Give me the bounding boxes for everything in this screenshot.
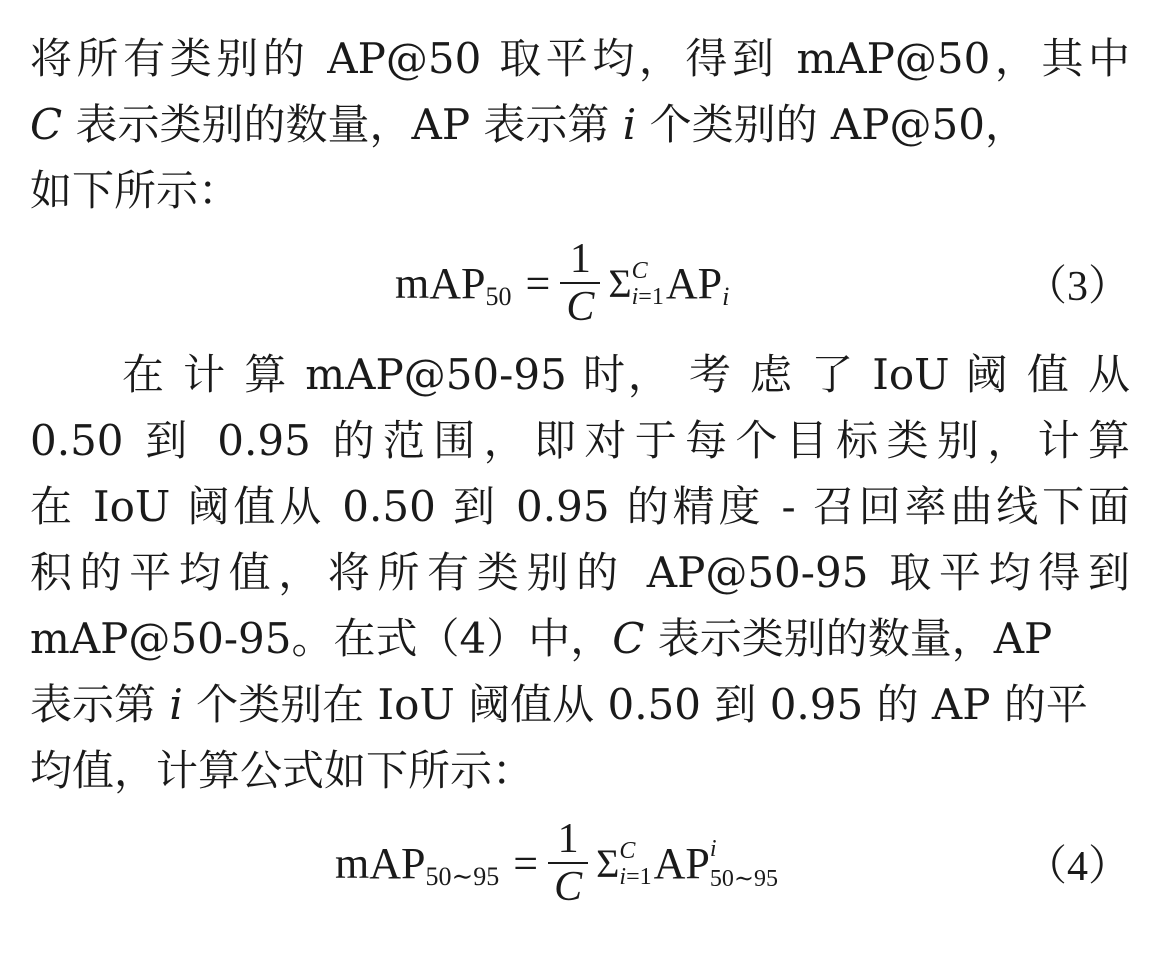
paragraph-2-line-1: 在 计 算 mAP@50-95 时， 考 虑 了 IoU 阈 值 从 — [122, 350, 1130, 399]
formula-term-subscript: 50∼95 — [709, 866, 778, 892]
paragraph-2-line-4: 积的平均值，将所有类别的 AP@50-95 取平均得到 — [30, 548, 1130, 597]
equation-number-3: （3） — [1025, 264, 1131, 310]
variable-c: C — [30, 100, 63, 149]
formula-term-subscript: i — [722, 282, 730, 311]
paragraph-2-line-7: 均值，计算公式如下所示： — [30, 746, 535, 795]
text-run: mAP@50-95。在式（4）中， — [30, 614, 613, 663]
paragraph-2-line-3: 在 IoU 阈值从 0.50 到 0.95 的精度 - 召回率曲线下面 — [30, 482, 1130, 531]
formula-4-expression — [335, 804, 778, 922]
paragraph-2-line-5 — [30, 606, 1130, 672]
fraction-numerator: 1 — [569, 236, 591, 282]
fraction — [560, 236, 600, 330]
fraction-denominator: C — [566, 284, 595, 330]
fraction — [548, 816, 588, 910]
formula-lhs: mAP — [335, 838, 426, 888]
text-run: 表示类别的数量，AP 表示第 — [62, 100, 623, 149]
sigma-lower-limit: i=1 — [619, 864, 652, 890]
text-run: 表示第 — [30, 680, 170, 729]
formula-term-superscript: i — [709, 836, 717, 862]
formula-3 — [30, 224, 1130, 342]
paragraph-2-line-6 — [30, 672, 1130, 738]
paragraph-1-line-2 — [30, 92, 1130, 158]
text-run: 个类别的 AP@50， — [636, 100, 1027, 149]
fraction-denominator: C — [554, 864, 583, 910]
sigma-symbol: Σ — [608, 260, 632, 306]
equation-number-4: （4） — [1025, 844, 1131, 890]
variable-i: i — [169, 680, 183, 729]
variable-c: C — [612, 614, 645, 663]
sigma-lower-limit: i=1 — [631, 284, 664, 310]
formula-term: AP — [653, 838, 710, 888]
formula-3-expression — [395, 224, 729, 342]
text-run: 表示类别的数量，AP — [644, 614, 1053, 663]
equals-sign: = — [513, 838, 539, 888]
text-run: 个类别在 IoU 阈值从 0.50 到 0.95 的 AP 的平 — [182, 680, 1088, 729]
formula-lhs-subscript: 50∼95 — [425, 862, 500, 891]
sigma-symbol: Σ — [596, 840, 620, 886]
fraction-numerator: 1 — [557, 816, 579, 862]
formula-term-scripts — [709, 836, 778, 892]
sigma-limits — [631, 258, 664, 310]
formula-lhs: mAP — [395, 258, 486, 308]
sigma-upper-limit: C — [619, 838, 636, 864]
formula-lhs-subscript: 50 — [485, 282, 512, 311]
paragraph-1-line-3: 如下所示： — [30, 166, 241, 215]
document-body — [30, 26, 1130, 922]
formula-4 — [30, 804, 1130, 922]
paragraph-1-line-1: 将所有类别的 AP@50 取平均，得到 mAP@50，其中 — [30, 34, 1130, 83]
sigma-limits — [619, 838, 652, 890]
equals-sign: = — [525, 258, 551, 308]
formula-term: AP — [665, 258, 723, 308]
variable-i: i — [622, 100, 637, 149]
paragraph-2-line-2: 0.50 到 0.95 的范围，即对于每个目标类别，计算 — [30, 416, 1130, 465]
sigma-upper-limit: C — [631, 258, 648, 284]
